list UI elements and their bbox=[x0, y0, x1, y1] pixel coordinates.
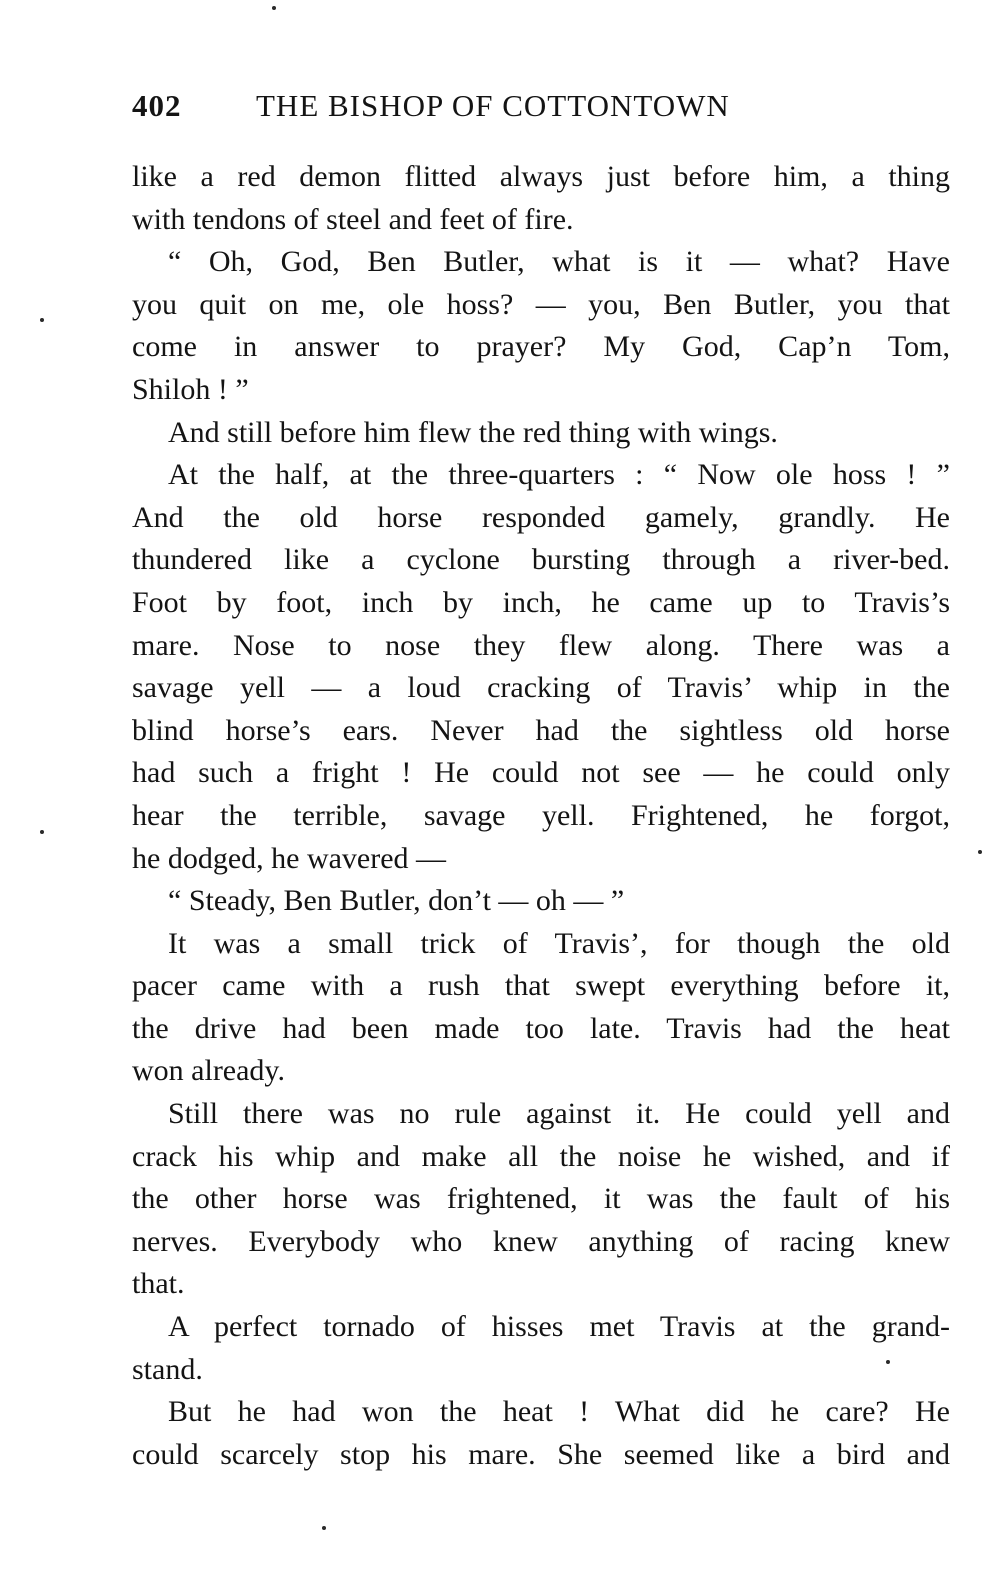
print-speck bbox=[886, 1360, 890, 1364]
print-speck bbox=[978, 850, 982, 854]
text-line: crack his whip and make all the noise he wished, and if bbox=[132, 1139, 950, 1173]
text-line: thundered like a cyclone bursting through a river-bed. bbox=[132, 543, 950, 577]
text-line: And still before him flew the red thing with wings. bbox=[168, 415, 778, 449]
text-line: “ Steady, Ben Butler, don’t — oh — ” bbox=[168, 884, 625, 918]
text-line: “ Oh, God, Ben Butler, what is it — what? Have bbox=[168, 245, 950, 279]
text-line: But he had won the heat ! What did he care? He bbox=[168, 1395, 950, 1429]
text-line: mare. Nose to nose they flew along. There was a bbox=[132, 628, 950, 662]
text-line: nerves. Everybody who knew anything of racing knew bbox=[132, 1224, 950, 1258]
running-head bbox=[132, 88, 952, 132]
text-line: It was a small trick of Travis’, for though the old bbox=[168, 926, 950, 960]
print-speck bbox=[322, 1526, 326, 1530]
body-text bbox=[132, 156, 950, 1476]
text-line: Still there was no rule against it. He could yell and bbox=[168, 1097, 950, 1131]
text-line: Foot by foot, inch by inch, he came up to Travis’s bbox=[132, 585, 950, 619]
text-line: And the old horse responded gamely, grandly. He bbox=[132, 500, 950, 534]
text-line: savage yell — a loud cracking of Travis’ whip in the bbox=[132, 671, 950, 705]
text-line: come in answer to prayer? My God, Cap’n Tom, bbox=[132, 330, 950, 364]
text-line: A perfect tornado of hisses met Travis at the grand- bbox=[168, 1310, 950, 1344]
text-line: with tendons of steel and feet of fire. bbox=[132, 202, 574, 236]
text-line: had such a fright ! He could not see — he could only bbox=[132, 756, 950, 790]
text-line: that. bbox=[132, 1267, 185, 1301]
text-line: like a red demon flitted always just before him, a thing bbox=[132, 160, 950, 193]
text-line: he dodged, he wavered — bbox=[132, 841, 447, 875]
text-line: could scarcely stop his mare. She seemed like a bird and bbox=[132, 1437, 950, 1471]
text-line: hear the terrible, savage yell. Frightened, he forgot, bbox=[132, 798, 950, 832]
text-line: pacer came with a rush that swept everything before it, bbox=[132, 969, 950, 1003]
text-line: the drive had been made too late. Travis had the heat bbox=[132, 1011, 950, 1045]
page-number: 402 bbox=[132, 88, 182, 123]
print-speck bbox=[40, 318, 44, 322]
text-line: you quit on me, ole hoss? — you, Ben Butler, you that bbox=[132, 287, 950, 321]
print-speck bbox=[40, 830, 44, 834]
book-title: THE BISHOP OF COTTONTOWN bbox=[256, 88, 730, 123]
text-line: won already. bbox=[132, 1054, 285, 1088]
print-speck bbox=[272, 6, 276, 10]
text-line: Shiloh ! ” bbox=[132, 372, 249, 406]
text-line: At the half, at the three-quarters : “ Now ole hoss ! ” bbox=[168, 458, 950, 492]
text-line: stand. bbox=[132, 1352, 203, 1386]
text-line: blind horse’s ears. Never had the sightless old horse bbox=[132, 713, 950, 747]
text-line: the other horse was frightened, it was the fault of his bbox=[132, 1182, 950, 1216]
